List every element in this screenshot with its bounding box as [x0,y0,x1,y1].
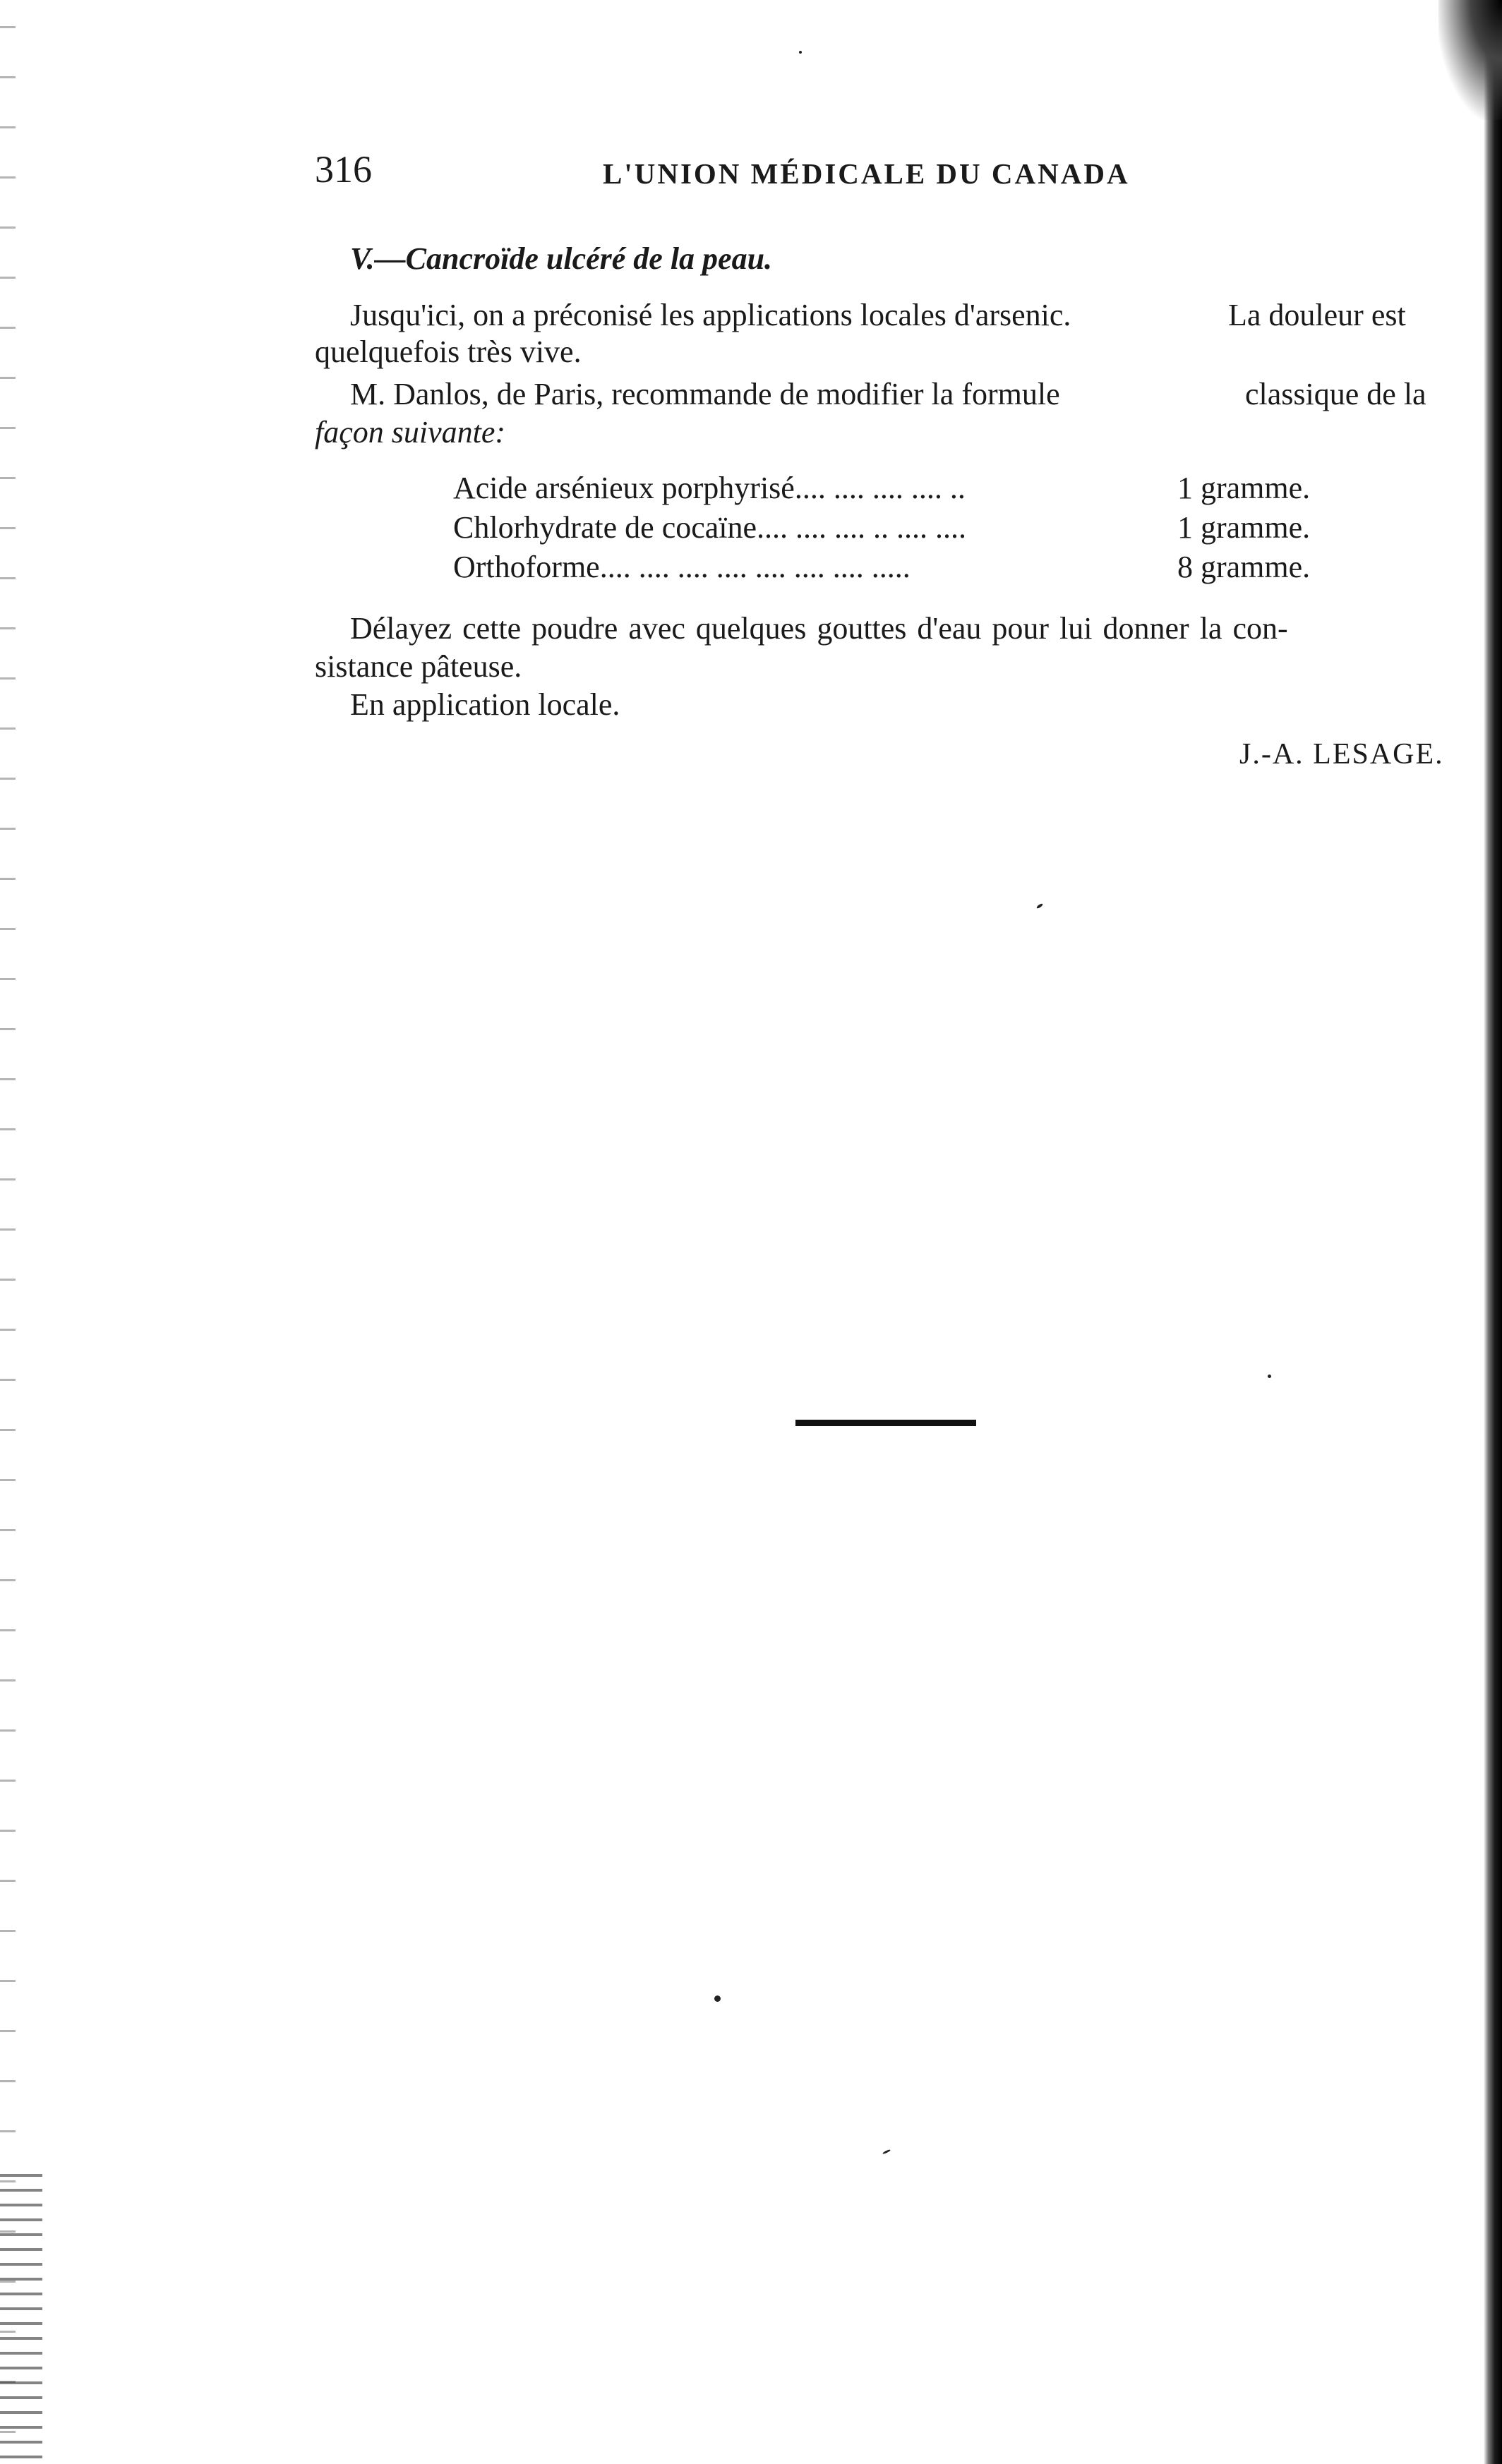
scan-edge-corner [1438,0,1502,120]
paragraph-2-text: M. Danlos, de Paris, recommande de modifier la formule [350,377,1060,411]
running-head [315,141,1232,198]
paragraph-1-line-1 [350,295,1406,336]
author-signature: J.-A. LESAGE. [1239,738,1444,771]
scan-edge-left [0,0,16,2464]
scan-speck [1036,902,1043,909]
scan-speck [799,51,802,54]
scan-speck [714,1995,721,2002]
scan-edge-right [1484,0,1502,2464]
paragraph-1-text: Jusqu'ici, on a préconisé les applications locales d'arsenic. [350,298,1071,332]
journal-title: L'UNION MÉDICALE DU CANADA [603,157,1130,190]
ingredient-quantity: 8 gramme. [1177,550,1311,584]
paragraph-2-line-1 [350,374,1426,415]
scan-edge-left-noise [0,2168,42,2464]
paragraph-3-line-1: Délayez cette poudre avec quelques gouttes d'eau pour lui donner la con- [350,611,1288,646]
section-divider [795,1420,976,1426]
paragraph-4: En application locale. [350,687,620,722]
paragraph-2-tail: classique de la [1245,377,1426,411]
ingredient-quantity: 1 gramme. [1177,471,1311,505]
ingredient-quantity: 1 gramme. [1177,510,1311,545]
prescription-item [453,469,1371,508]
paragraph-2-line-2: façon suivante: [315,415,506,449]
ingredient-name: Chlorhydrate de cocaïne.... .... .... .. .... .... [453,510,967,545]
paragraph-1-line-2: quelquefois très vive. [315,334,582,369]
ingredient-name: Orthoforme.... .... .... .... .... .... .... ..... [453,550,911,584]
scan-speck [1268,1375,1271,1378]
paragraph-1-tail: La douleur est [1228,298,1406,332]
prescription-item [453,548,1371,587]
scan-speck [882,2149,891,2155]
paragraph-3-line-2: sistance pâteuse. [315,649,522,684]
ingredient-name: Acide arsénieux porphyrisé.... .... .... .... .. [453,471,966,505]
section-heading: V.—Cancroïde ulcéré de la peau. [350,241,773,276]
prescription-list [453,469,1371,587]
page-number: 316 [315,148,372,191]
prescription-item [453,508,1371,548]
